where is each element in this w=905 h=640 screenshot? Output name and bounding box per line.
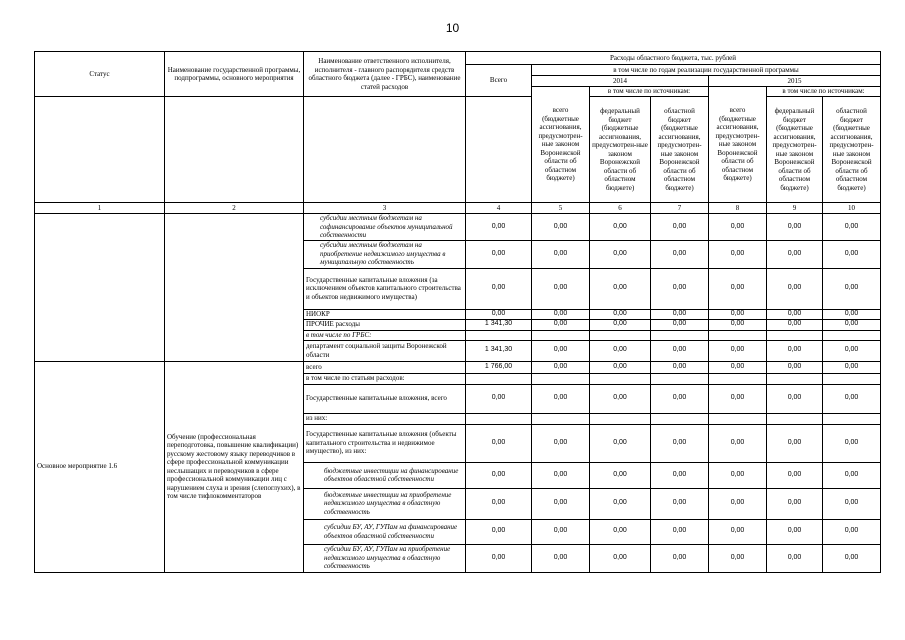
value-cell: 0,00 <box>823 519 881 544</box>
value-cell: 0,00 <box>651 268 709 309</box>
value-cell: 0,00 <box>709 424 767 462</box>
value-cell: 0,00 <box>767 214 823 241</box>
value-cell: 0,00 <box>532 519 590 544</box>
value-cell: 0,00 <box>709 519 767 544</box>
value-cell <box>823 330 881 340</box>
status-cell-empty <box>35 214 165 362</box>
value-cell: 0,00 <box>651 544 709 572</box>
value-cell: 0,00 <box>532 544 590 572</box>
value-cell: 0,00 <box>590 488 651 519</box>
value-cell <box>651 330 709 340</box>
value-cell: 0,00 <box>709 309 767 319</box>
value-cell: 1 341,30 <box>466 340 532 361</box>
budget-table <box>34 51 881 573</box>
expense-item-name: Государственные капитальные вложения (за исключением объектов капитального строительства и объектов недвижимого имущества) <box>304 268 466 309</box>
value-cell <box>466 330 532 340</box>
value-cell: 0,00 <box>651 319 709 330</box>
value-cell: 0,00 <box>709 319 767 330</box>
page-number: 10 <box>445 21 460 35</box>
header-sources-2015: в том числе по источникам: <box>767 87 881 97</box>
program-cell-empty <box>165 214 304 362</box>
value-cell: 0,00 <box>466 309 532 319</box>
value-cell: 0,00 <box>590 361 651 373</box>
value-cell: 0,00 <box>590 544 651 572</box>
value-cell: 0,00 <box>823 462 881 488</box>
value-cell: 0,00 <box>590 384 651 413</box>
value-cell: 0,00 <box>767 309 823 319</box>
value-cell <box>651 373 709 384</box>
expense-item-name: всего <box>304 361 466 373</box>
value-cell: 0,00 <box>709 488 767 519</box>
value-cell: 0,00 <box>590 340 651 361</box>
column-number: 9 <box>767 203 823 214</box>
value-cell <box>532 330 590 340</box>
value-cell: 0,00 <box>709 361 767 373</box>
header-expenses-title: Расходы областного бюджета, тыс. рублей <box>466 52 881 65</box>
value-cell: 0,00 <box>590 214 651 241</box>
value-cell: 0,00 <box>466 384 532 413</box>
value-cell <box>767 413 823 424</box>
value-cell <box>532 413 590 424</box>
value-cell <box>767 330 823 340</box>
column-number: 3 <box>304 203 466 214</box>
column-number: 5 <box>532 203 590 214</box>
value-cell: 0,00 <box>823 488 881 519</box>
value-cell: 0,00 <box>767 519 823 544</box>
expense-item-name: НИОКР <box>304 309 466 319</box>
expense-item-name: департамент социальной защиты Воронежской области <box>304 340 466 361</box>
value-cell: 0,00 <box>709 544 767 572</box>
value-cell: 0,00 <box>532 268 590 309</box>
value-cell: 0,00 <box>823 544 881 572</box>
column-number: 6 <box>590 203 651 214</box>
value-cell: 0,00 <box>823 268 881 309</box>
value-cell: 0,00 <box>466 214 532 241</box>
value-cell: 0,00 <box>651 340 709 361</box>
header-by-years: в том числе по годам реализации государственной программы <box>532 65 881 76</box>
value-cell: 0,00 <box>767 319 823 330</box>
value-cell: 0,00 <box>466 424 532 462</box>
table-row <box>35 214 881 241</box>
value-cell: 0,00 <box>532 340 590 361</box>
value-cell: 0,00 <box>466 268 532 309</box>
value-cell: 0,00 <box>590 240 651 268</box>
value-cell: 0,00 <box>823 361 881 373</box>
value-cell: 0,00 <box>466 544 532 572</box>
value-cell <box>590 373 651 384</box>
table-row <box>35 361 881 373</box>
expense-item-name: субсидии местным бюджетам на софинансирование объектов муниципальной собственности <box>304 214 466 241</box>
value-cell <box>466 373 532 384</box>
expense-item-name: Государственные капитальные вложения (объекты капитального строительства и недвижимое имущество), из них: <box>304 424 466 462</box>
value-cell: 0,00 <box>651 384 709 413</box>
value-cell: 0,00 <box>651 240 709 268</box>
header-year-2014: 2014 <box>532 76 709 87</box>
value-cell: 0,00 <box>532 319 590 330</box>
value-cell <box>709 413 767 424</box>
header-federal-2014: федеральный бюджет (бюджетные ассигнования, предусмотрен-ные законом Воронежской области об областном бюджете) <box>590 97 651 203</box>
value-cell: 0,00 <box>709 384 767 413</box>
expense-item-name: в том числе по ГРБС: <box>304 330 466 340</box>
value-cell: 0,00 <box>532 361 590 373</box>
value-cell: 0,00 <box>823 384 881 413</box>
value-cell: 0,00 <box>532 488 590 519</box>
value-cell: 0,00 <box>532 462 590 488</box>
value-cell: 1 341,30 <box>466 319 532 330</box>
value-cell: 0,00 <box>709 340 767 361</box>
value-cell: 0,00 <box>767 488 823 519</box>
expense-item-name: из них: <box>304 413 466 424</box>
value-cell <box>651 413 709 424</box>
value-cell: 0,00 <box>466 462 532 488</box>
header-executor: Наименование ответственного исполнителя, исполнителя - главного распорядителя средств областного бюджета (далее - ГРБС), наименование статей расходов <box>304 52 466 97</box>
value-cell: 0,00 <box>532 384 590 413</box>
expense-item-name: субсидии БУ, АУ, ГУПам на приобретение недвижимого имущества в областную собственность <box>304 544 466 572</box>
value-cell: 0,00 <box>651 462 709 488</box>
value-cell: 0,00 <box>590 309 651 319</box>
expense-item-name: субсидии БУ, АУ, ГУПам на финансирование объектов областной собственности <box>304 519 466 544</box>
value-cell: 0,00 <box>532 214 590 241</box>
status-cell: Основное мероприятие 1.6 <box>35 361 165 572</box>
header-total-budget-2015: всего (бюджетные ассигнования, предусмотрен-ные законом Воронежской области об областном бюджете) <box>709 87 767 203</box>
value-cell: 0,00 <box>767 544 823 572</box>
header-federal-2015: федеральный бюджет (бюджетные ассигнования, предусмотрен-ные законом Воронежской области об областном бюджете) <box>767 97 823 203</box>
value-cell: 0,00 <box>823 240 881 268</box>
value-cell: 0,00 <box>823 319 881 330</box>
header-sources-2014: в том числе по источникам: <box>590 87 709 97</box>
value-cell: 0,00 <box>466 240 532 268</box>
value-cell: 0,00 <box>532 424 590 462</box>
value-cell: 0,00 <box>823 214 881 241</box>
value-cell <box>823 373 881 384</box>
value-cell: 0,00 <box>767 361 823 373</box>
column-number: 10 <box>823 203 881 214</box>
value-cell: 0,00 <box>709 462 767 488</box>
value-cell: 0,00 <box>651 361 709 373</box>
column-number: 8 <box>709 203 767 214</box>
value-cell: 0,00 <box>767 462 823 488</box>
column-number: 1 <box>35 203 165 214</box>
expense-item-name: бюджетные инвестиции на финансирование объектов областной собственности <box>304 462 466 488</box>
value-cell: 0,00 <box>709 214 767 241</box>
value-cell <box>590 330 651 340</box>
value-cell: 0,00 <box>823 340 881 361</box>
header-regional-2014: областной бюджет (бюджетные ассигнования, предусмотрен-ные законом Воронежской области об областном бюджете) <box>651 97 709 203</box>
value-cell: 0,00 <box>532 240 590 268</box>
column-number: 4 <box>466 203 532 214</box>
value-cell <box>767 373 823 384</box>
value-cell <box>466 413 532 424</box>
value-cell: 0,00 <box>651 309 709 319</box>
value-cell: 0,00 <box>767 268 823 309</box>
value-cell <box>532 373 590 384</box>
value-cell <box>590 413 651 424</box>
column-number: 7 <box>651 203 709 214</box>
header-program-name: Наименование государственной программы, подпрограммы, основного мероприятия <box>165 52 304 97</box>
value-cell: 0,00 <box>466 488 532 519</box>
value-cell: 0,00 <box>466 519 532 544</box>
value-cell <box>709 373 767 384</box>
value-cell: 0,00 <box>767 384 823 413</box>
header-year-2015: 2015 <box>709 76 881 87</box>
header-total-budget-2014: всего (бюджетные ассигнования, предусмотрен-ные законом Воронежской области об областном бюджете) <box>532 87 590 203</box>
column-numbers-row <box>35 203 881 214</box>
value-cell: 0,00 <box>823 309 881 319</box>
value-cell <box>709 330 767 340</box>
program-name-cell: Обучение (профессиональная переподготовка, повышение квалификации) русскому жестовому языку переводчиков в сфере профессиональной коммуникации неслышащих и переводчиков в сфере профессиональной коммуникации лиц с нарушением слуха и зрения (слепоглухих), в том числе тифлокомментаторов <box>165 361 304 572</box>
value-cell: 0,00 <box>767 340 823 361</box>
value-cell: 0,00 <box>590 319 651 330</box>
header-total: Всего <box>466 65 532 97</box>
value-cell: 0,00 <box>823 424 881 462</box>
value-cell: 0,00 <box>590 424 651 462</box>
expense-item-name: ПРОЧИЕ расходы <box>304 319 466 330</box>
value-cell: 0,00 <box>651 519 709 544</box>
expense-item-name: в том числе по статьям расходов: <box>304 373 466 384</box>
expense-item-name: Государственные капитальные вложения, всего <box>304 384 466 413</box>
value-cell: 0,00 <box>767 424 823 462</box>
value-cell: 0,00 <box>590 519 651 544</box>
column-number: 2 <box>165 203 304 214</box>
header-status: Статус <box>35 52 165 97</box>
value-cell: 0,00 <box>532 309 590 319</box>
value-cell: 1 766,00 <box>466 361 532 373</box>
value-cell: 0,00 <box>651 488 709 519</box>
value-cell: 0,00 <box>651 214 709 241</box>
value-cell: 0,00 <box>709 268 767 309</box>
value-cell <box>823 413 881 424</box>
value-cell: 0,00 <box>709 240 767 268</box>
header-regional-2015: областной бюджет (бюджетные ассигнования, предусмотрен-ные законом Воронежской области об областном бюджете) <box>823 97 881 203</box>
value-cell: 0,00 <box>590 268 651 309</box>
value-cell: 0,00 <box>651 424 709 462</box>
value-cell: 0,00 <box>590 462 651 488</box>
expense-item-name: бюджетные инвестиции на приобретение недвижимого имущества в областную собственность <box>304 488 466 519</box>
value-cell: 0,00 <box>767 240 823 268</box>
expense-item-name: субсидии местным бюджетам на приобретение недвижимого имущества в муниципальную собственность <box>304 240 466 268</box>
